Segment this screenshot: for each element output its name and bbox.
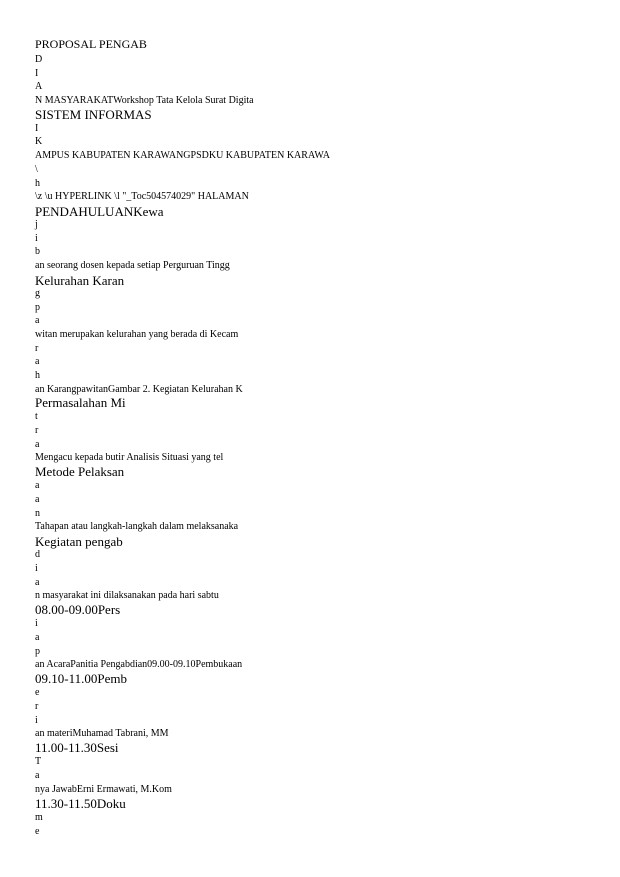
text-line: h — [35, 370, 40, 381]
text-line: a — [35, 577, 40, 588]
text-line: g — [35, 288, 40, 299]
heading-kegiatan: Kegiatan pengab — [35, 534, 123, 549]
text-line: r — [35, 425, 39, 436]
text-line: a — [35, 356, 40, 367]
text-line: N MASYARAKATWorkshop Tata Kelola Surat Digita — [35, 95, 254, 106]
heading-sistem-informasi: SISTEM INFORMAS — [35, 107, 152, 122]
text-line: nya JawabErni Ermawati, M.Kom — [35, 784, 172, 795]
text-line: a — [35, 439, 40, 450]
text-line: r — [35, 701, 39, 712]
schedule-time: 09.10-11.00Pemb — [35, 671, 127, 686]
text-line: p — [35, 646, 40, 657]
hyperlink-field-code: \z \u HYPERLINK \l "_Toc504574029" HALAMAN — [35, 191, 249, 202]
text-line: j — [35, 219, 38, 230]
text-line: A — [35, 81, 43, 92]
heading-permasalahan: Permasalahan Mi — [35, 395, 126, 410]
text-line: \ — [35, 164, 38, 175]
text-line: b — [35, 246, 40, 257]
heading-metode: Metode Pelaksan — [35, 464, 125, 479]
heading-proposal: PROPOSAL PENGAB — [35, 37, 147, 51]
text-line: Tahapan atau langkah-langkah dalam melaksanaka — [35, 521, 239, 532]
text-line: Mengacu kepada butir Analisis Situasi yang tel — [35, 452, 224, 463]
text-line: a — [35, 632, 40, 643]
text-line: a — [35, 315, 40, 326]
text-line: a — [35, 770, 40, 781]
text-line: e — [35, 687, 40, 698]
text-line: i — [35, 233, 38, 244]
text-line: m — [35, 812, 43, 823]
text-line: p — [35, 302, 40, 313]
text-line: witan merupakan kelurahan yang berada di Kecam — [35, 329, 239, 340]
text-line: i — [35, 715, 38, 726]
text-line: i — [35, 618, 38, 629]
heading-pendahuluan: PENDAHULUANKewa — [35, 204, 164, 219]
text-line: r — [35, 343, 39, 354]
text-line: an AcaraPanitia Pengabdian09.00-09.10Pembukaan — [35, 659, 243, 670]
text-line: an KarangpawitanGambar 2. Kegiatan Kelurahan K — [35, 384, 243, 395]
heading-kelurahan: Kelurahan Karan — [35, 273, 125, 288]
text-line: a — [35, 494, 40, 505]
text-line: n — [35, 508, 40, 519]
schedule-time: 11.00-11.30Sesi — [35, 740, 119, 755]
text-line: n masyarakat ini dilaksanakan pada hari sabtu — [35, 590, 219, 601]
text-line: I — [35, 123, 39, 134]
schedule-time: 11.30-11.50Doku — [35, 796, 126, 811]
text-line: an materiMuhamad Tabrani, MM — [35, 728, 169, 739]
schedule-time: 08.00-09.00Pers — [35, 602, 121, 617]
text-line: t — [35, 411, 38, 422]
text-line: K — [35, 136, 43, 147]
text-line: T — [35, 756, 42, 767]
text-line: an seorang dosen kepada setiap Perguruan Tingg — [35, 260, 230, 271]
text-line: i — [35, 563, 38, 574]
text-line: I — [35, 68, 39, 79]
text-line: e — [35, 826, 40, 837]
text-line: h — [35, 178, 40, 189]
text-line: D — [35, 54, 43, 65]
text-line: AMPUS KABUPATEN KARAWANGPSDKU KABUPATEN KARAWA — [35, 150, 330, 161]
text-line: a — [35, 480, 40, 491]
text-line: d — [35, 549, 40, 560]
